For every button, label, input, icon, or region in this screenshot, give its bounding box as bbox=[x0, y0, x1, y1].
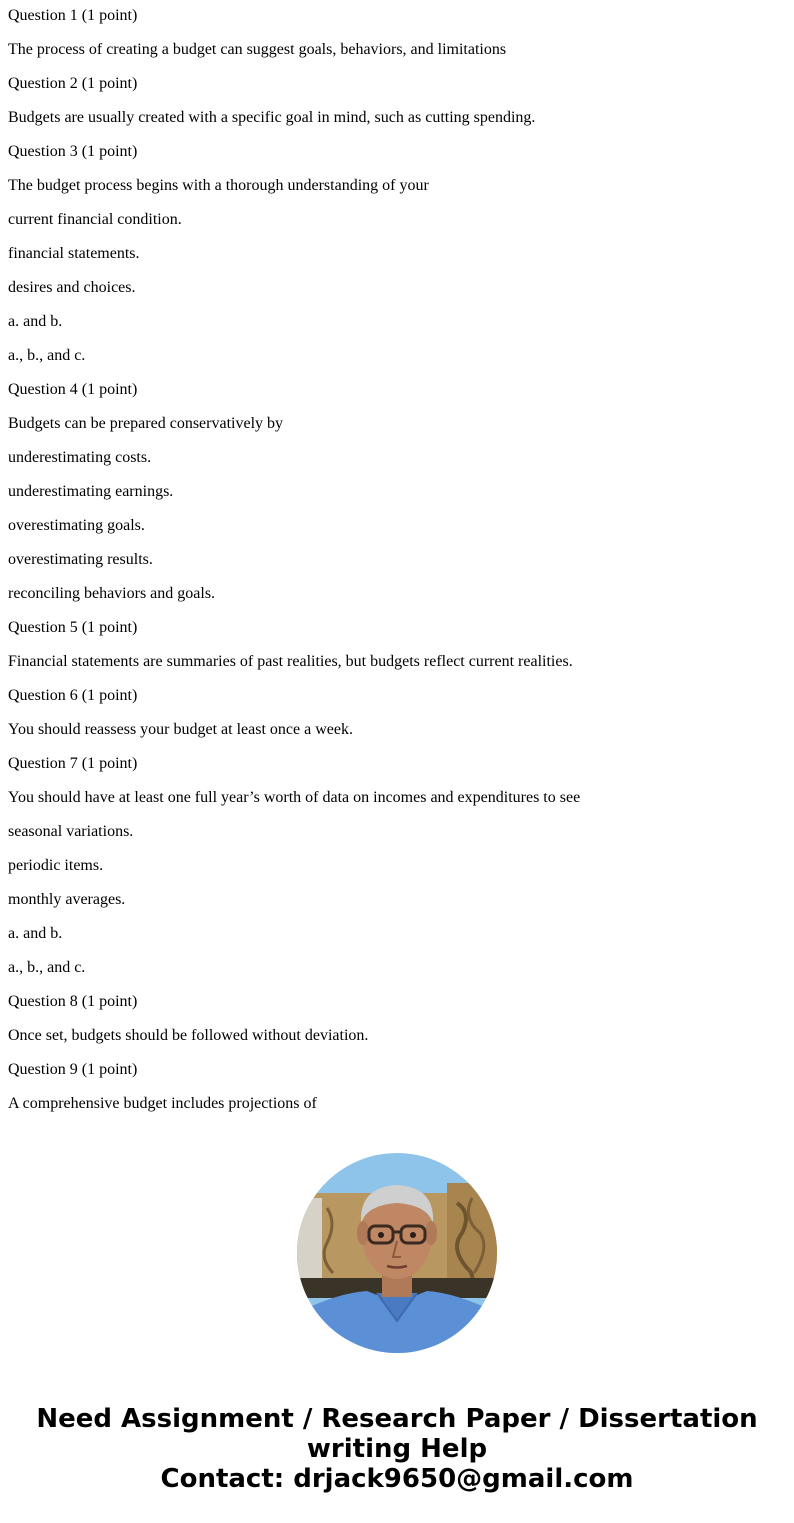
question-7-option: seasonal variations. bbox=[8, 823, 134, 840]
question-4-heading: Question 4 (1 point) bbox=[8, 381, 138, 398]
question-7-option: a. and b. bbox=[8, 925, 63, 942]
question-4-option: overestimating goals. bbox=[8, 517, 145, 534]
author-photo bbox=[297, 1153, 497, 1353]
question-2-text: Budgets are usually created with a specific goal in mind, such as cutting spending. bbox=[8, 109, 536, 126]
question-5-heading: Question 5 (1 point) bbox=[8, 619, 138, 636]
question-5-text: Financial statements are summaries of past realities, but budgets reflect current realities. bbox=[8, 653, 573, 670]
question-3-option: desires and choices. bbox=[8, 279, 136, 296]
question-9-heading: Question 9 (1 point) bbox=[8, 1061, 138, 1078]
question-3-option: current financial condition. bbox=[8, 211, 182, 228]
question-7-option: a., b., and c. bbox=[8, 959, 86, 976]
question-1-text: The process of creating a budget can suggest goals, behaviors, and limitations bbox=[8, 41, 507, 58]
promo-line-2: writing Help bbox=[306, 1434, 488, 1464]
document-body bbox=[8, 0, 786, 1122]
question-4-option: reconciling behaviors and goals. bbox=[8, 585, 216, 602]
question-7-heading: Question 7 (1 point) bbox=[8, 755, 138, 772]
author-portrait-image bbox=[297, 1153, 497, 1353]
question-3-heading: Question 3 (1 point) bbox=[8, 143, 138, 160]
question-3-option: a. and b. bbox=[8, 313, 63, 330]
question-4-option: overestimating results. bbox=[8, 551, 153, 568]
promo-contact: Contact: drjack9650@gmail.com bbox=[160, 1464, 634, 1494]
promo-banner bbox=[0, 1404, 794, 1494]
promo-line-1: Need Assignment / Research Paper / Dissertation bbox=[36, 1404, 758, 1434]
question-9-text: A comprehensive budget includes projections of bbox=[8, 1095, 317, 1112]
question-6-heading: Question 6 (1 point) bbox=[8, 687, 138, 704]
question-3-text: The budget process begins with a thorough understanding of your bbox=[8, 177, 429, 194]
question-7-option: periodic items. bbox=[8, 857, 104, 874]
question-8-heading: Question 8 (1 point) bbox=[8, 993, 138, 1010]
question-4-option: underestimating earnings. bbox=[8, 483, 174, 500]
question-7-option: monthly averages. bbox=[8, 891, 126, 908]
question-7-text: You should have at least one full year’s worth of data on incomes and expenditures to see bbox=[8, 789, 581, 806]
question-4-text: Budgets can be prepared conservatively by bbox=[8, 415, 284, 432]
question-2-heading: Question 2 (1 point) bbox=[8, 75, 138, 92]
question-3-option: a., b., and c. bbox=[8, 347, 86, 364]
question-8-text: Once set, budgets should be followed without deviation. bbox=[8, 1027, 369, 1044]
question-6-text: You should reassess your budget at least once a week. bbox=[8, 721, 353, 738]
question-3-option: financial statements. bbox=[8, 245, 140, 262]
question-1-heading: Question 1 (1 point) bbox=[8, 7, 138, 24]
question-4-option: underestimating costs. bbox=[8, 449, 152, 466]
